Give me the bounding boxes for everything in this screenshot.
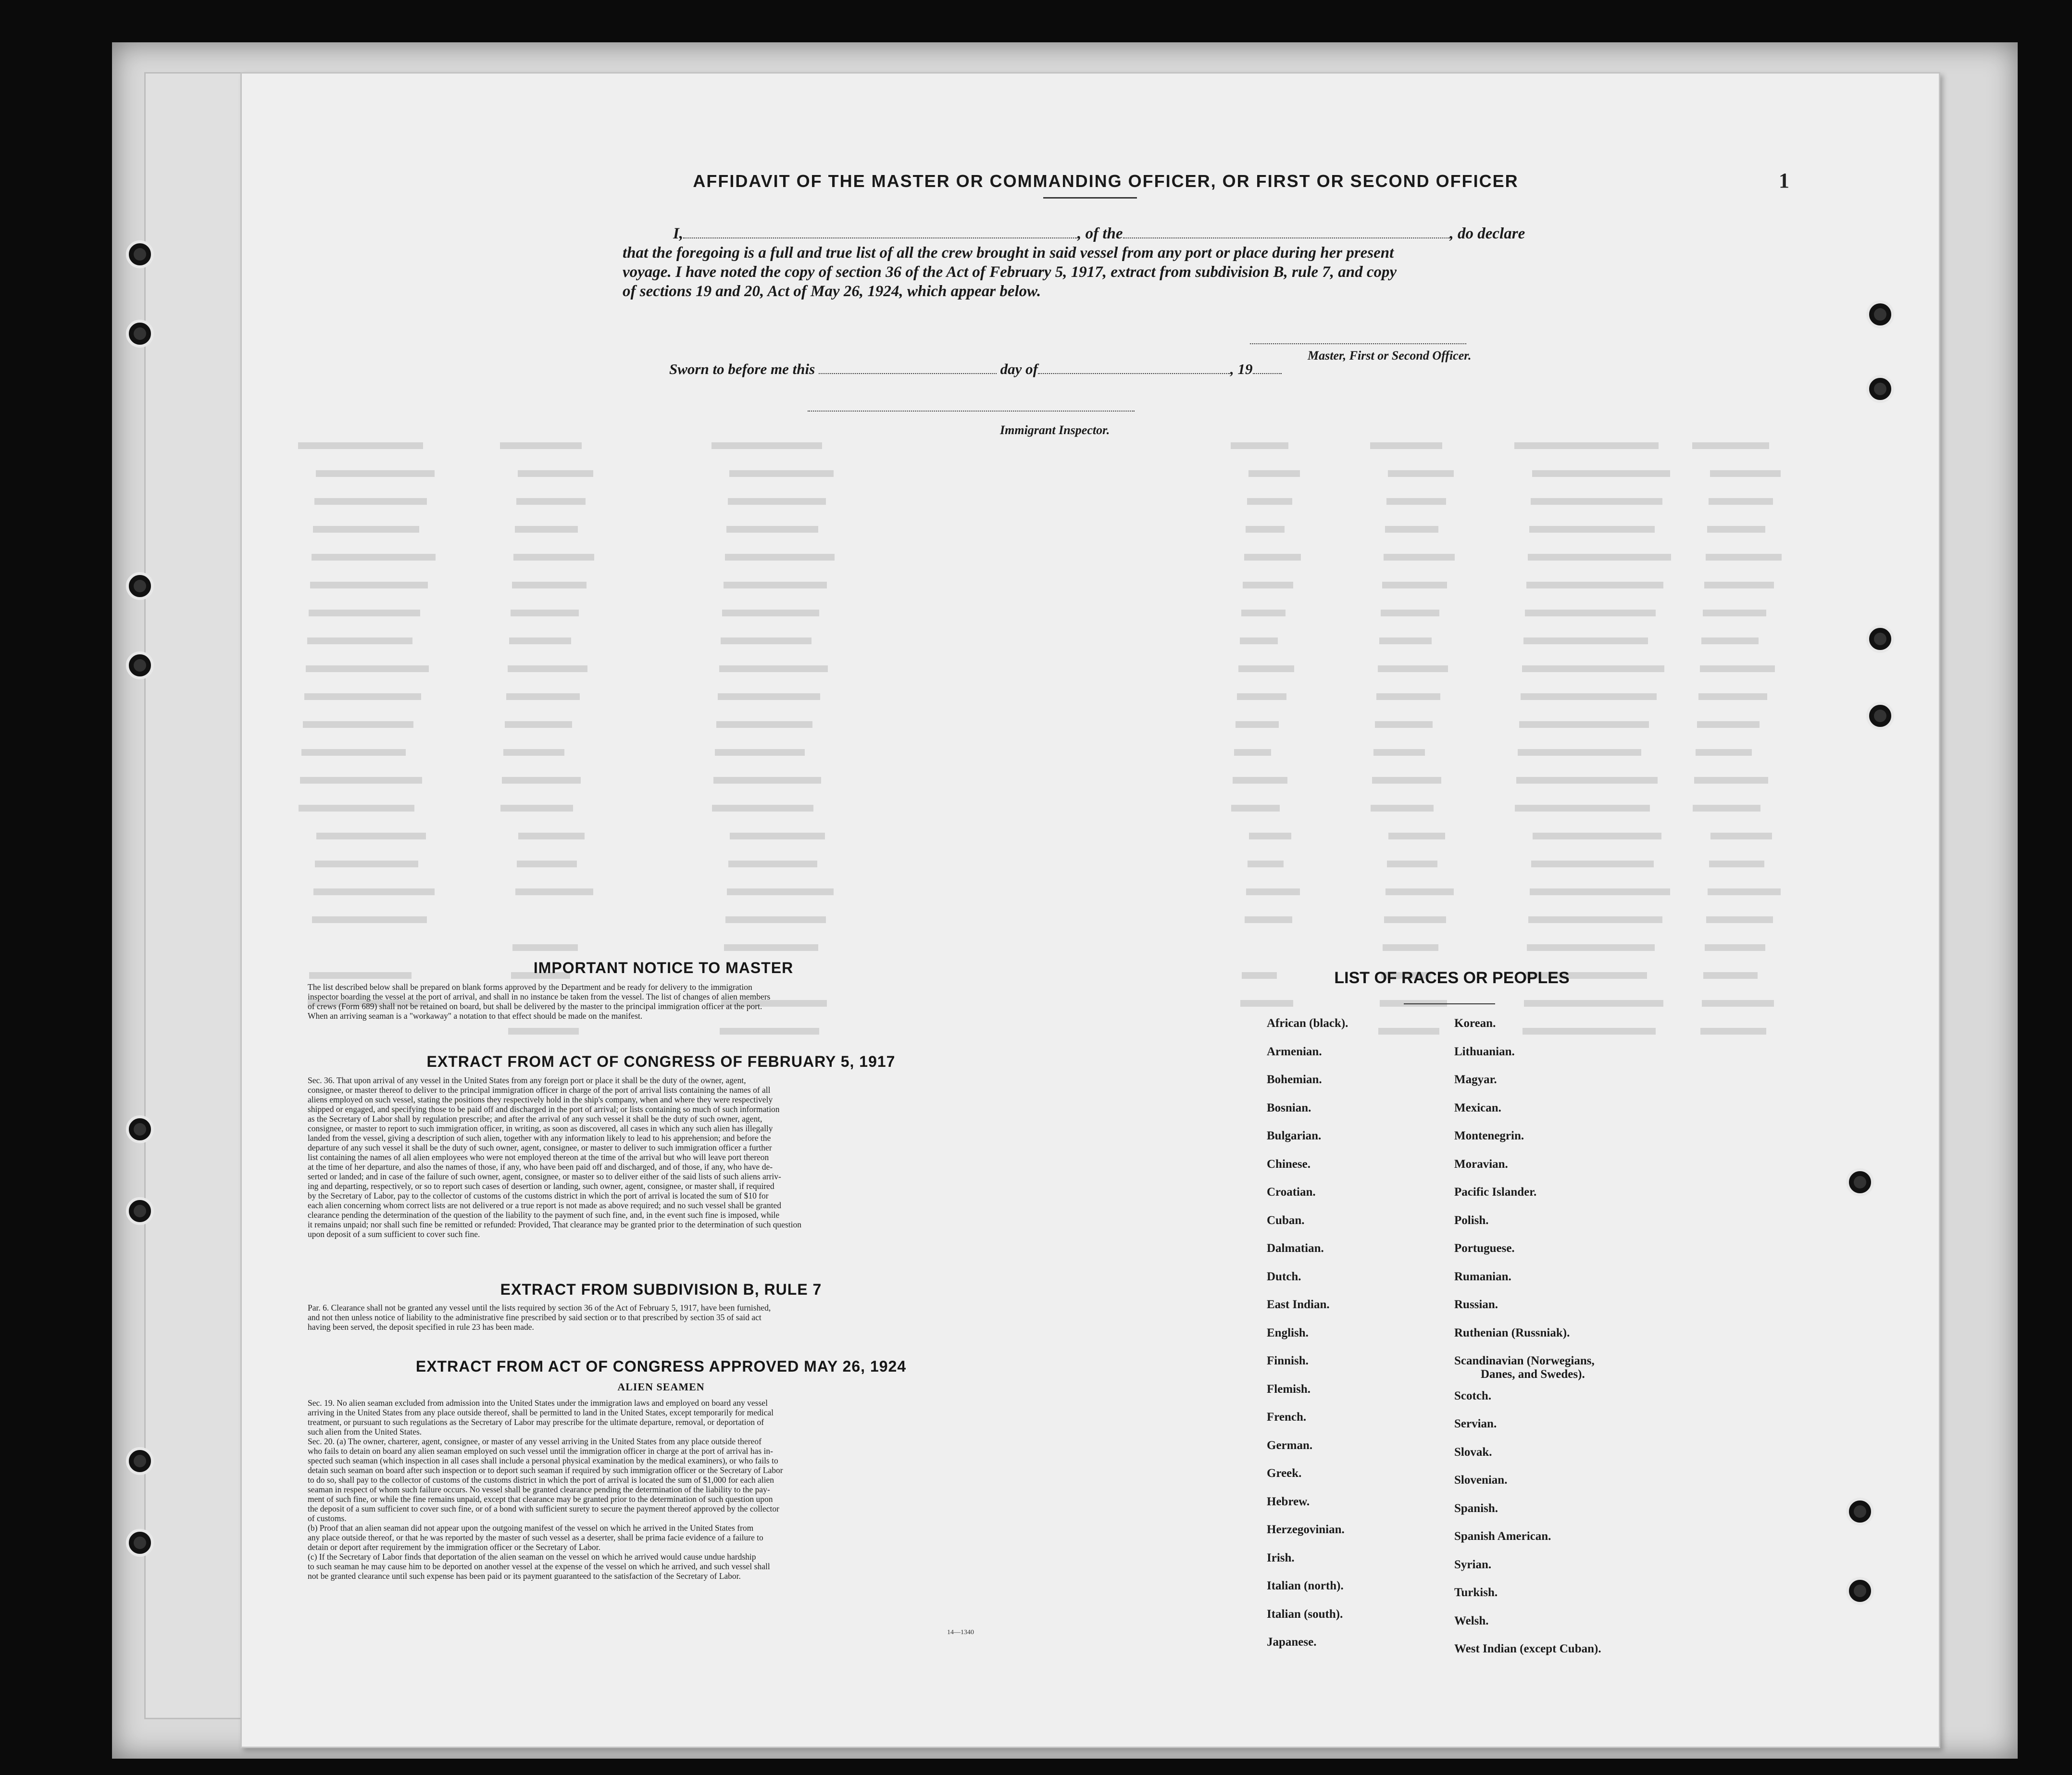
race-right-item: Moravian. (1454, 1158, 1508, 1171)
extract-1917-title: EXTRACT FROM ACT OF CONGRESS OF FEBRUARY 5, 1917 (426, 1053, 896, 1070)
ghost-line (713, 777, 821, 784)
ghost-line (718, 693, 820, 700)
notice-line: inspector boarding the vessel at the port of arrival, and shall in no instance be taken from the vessel. The list of changes of alien members (308, 992, 771, 1001)
sworn-day-blank[interactable] (819, 362, 997, 374)
ghost-line (711, 442, 822, 449)
ghost-line (301, 749, 406, 756)
race-right-item: Pacific Islander. (1454, 1186, 1537, 1199)
ghost-line (724, 944, 818, 951)
extract-1924-line: any place outside thereof, or that he was reported by the master of such vessel as a deserter, shall be prima facie evidence of a failure to (308, 1533, 763, 1542)
race-right-item: Portuguese. (1454, 1242, 1515, 1255)
affidavit-line-2: that the foregoing is a full and true list of all the crew brought in said vessel from any port or place during her present (623, 244, 1394, 262)
ghost-line (1697, 721, 1760, 728)
ghost-line (725, 554, 835, 561)
race-right-item: Scotch. (1454, 1389, 1492, 1402)
ghost-line (314, 498, 427, 505)
extract-1917-line: landed from the vessel, giving a description of such alien, together with any information likely to lead to his apprehension; and before the (308, 1133, 771, 1143)
ghost-line (1248, 470, 1300, 477)
affidavit-declare: , do declare (1449, 225, 1525, 242)
ghost-line (1525, 610, 1656, 616)
ghost-line (1710, 833, 1772, 839)
ghost-line (508, 1028, 579, 1035)
ghost-line (1249, 833, 1291, 839)
race-left-item: Armenian. (1267, 1045, 1322, 1058)
race-left-item: Croatian. (1267, 1186, 1316, 1199)
ghost-line (1708, 888, 1781, 895)
race-left-item: German. (1267, 1439, 1313, 1452)
extract-1924-line: arriving in the United States from any place outside thereof, shall be permitted to land in the United States, except temporarily for medical (308, 1408, 774, 1417)
ghost-line (503, 749, 564, 756)
extract-1924-subtitle: ALIEN SEAMEN (617, 1381, 705, 1393)
affidavit-of-the: , of the (1077, 225, 1123, 242)
ghost-line (1526, 582, 1663, 588)
ghost-line (1371, 805, 1434, 812)
binder-hole (1866, 625, 1894, 653)
ghost-line (1709, 498, 1773, 505)
ghost-line (312, 554, 436, 561)
ghost-line (1383, 944, 1438, 951)
ghost-line (716, 721, 812, 728)
binder-hole (1846, 1498, 1874, 1525)
extract-1924-line: (b) Proof that an alien seaman did not appear upon the outgoing manifest of the vessel on which he arrived in the United States from (308, 1523, 754, 1533)
ghost-line (1704, 582, 1774, 588)
extract-1924-line: spected such seaman (which inspection in all cases shall include a personal physical examination by the medical examiners), or who fails to (308, 1456, 778, 1465)
extract-1924-line: not be granted clearance until such expense has been paid or its payment guaranteed to the satisfaction of the Secretary of Labor. (308, 1571, 741, 1581)
binder-hole (126, 1447, 154, 1475)
ghost-line (1531, 498, 1662, 505)
extract-1917-line: shipped or engaged, and specifying those to be paid off and discharged in the port of arrival; or lists containing so much of such information (308, 1104, 780, 1114)
ghost-line (1247, 498, 1292, 505)
affidavit-line-1 (673, 225, 1525, 243)
ghost-line (518, 470, 593, 477)
ghost-line (1244, 554, 1301, 561)
extract-rule7-title: EXTRACT FROM SUBDIVISION B, RULE 7 (500, 1281, 822, 1298)
ghost-line (1237, 693, 1286, 700)
ghost-line (1372, 777, 1441, 784)
extract-1917-line: consignee, or master thereof to deliver to the principal immigration officer in charge of the port of arrival lists containing the names of all (308, 1085, 771, 1095)
extract-rule7-line: having been served, the deposit specified in rule 23 has been made. (308, 1322, 534, 1332)
extract-rule7-line: Par. 6. Clearance shall not be granted any vessel until the lists required by section 36 of the Act of February 5, 1917, have been furnished, (308, 1303, 771, 1312)
extract-1924-line: to such seaman he may cause him to be deported on another vessel at the expense of the vessel on which he arrived, and such vessel shall (308, 1562, 770, 1571)
binder-hole (1846, 1168, 1874, 1196)
ghost-line (513, 554, 594, 561)
binder-hole (1866, 300, 1894, 328)
race-right-item: Russian. (1454, 1298, 1498, 1311)
extract-1917-line: upon deposit of a sum sufficient to cover such fine. (308, 1229, 480, 1239)
ghost-line (511, 610, 579, 616)
ghost-line (1528, 554, 1671, 561)
ghost-line (728, 861, 817, 867)
binder-hole (126, 572, 154, 600)
race-right-item: Polish. (1454, 1214, 1489, 1227)
ghost-line (1705, 944, 1765, 951)
race-right-item: West Indian (except Cuban). (1454, 1642, 1601, 1655)
ghost-line (1379, 638, 1432, 644)
ghost-line (300, 777, 422, 784)
race-left-item: Bulgarian. (1267, 1129, 1322, 1142)
affidavit-line-3: voyage. I have noted the copy of section 36 of the Act of February 5, 1917, extract from subdivision B, rule 7, and copy (623, 263, 1397, 281)
ghost-line (1233, 777, 1287, 784)
race-left-item: Japanese. (1267, 1636, 1317, 1649)
ghost-line (1693, 805, 1760, 812)
ghost-line (1385, 888, 1454, 895)
race-right-item: Slovenian. (1454, 1474, 1508, 1487)
ghost-line (1516, 777, 1658, 784)
ghost-line (512, 582, 587, 588)
extract-1924-line: ment of such fine, or while the fine remains unpaid, except that clearance may be granted prior to the determination of such question upon (308, 1494, 773, 1504)
race-right-item: Spanish. (1454, 1502, 1498, 1515)
ghost-line (1523, 638, 1648, 644)
ghost-line (728, 498, 826, 505)
race-left-item: Italian (north). (1267, 1579, 1344, 1592)
ghost-line (721, 638, 811, 644)
ghost-line (1531, 861, 1654, 867)
ghost-line (727, 888, 834, 895)
extract-1924-line: the deposit of a sum sufficient to cover such fine, or of a bond with sufficient surety to secure the payment thereof approved by the collector (308, 1504, 779, 1513)
inspector-caption: Immigrant Inspector. (1000, 423, 1110, 437)
race-left-item: English. (1267, 1326, 1309, 1339)
extract-1924-line: such alien from the United States. (308, 1427, 422, 1437)
ghost-line (1246, 526, 1285, 533)
ghost-line (715, 749, 805, 756)
ghost-line (1231, 442, 1288, 449)
ghost-line (1231, 805, 1280, 812)
race-left-item: Dutch. (1267, 1270, 1301, 1283)
ghost-line (1386, 498, 1446, 505)
race-left-item: Greek. (1267, 1467, 1302, 1480)
race-right-item: Spanish American. (1454, 1530, 1551, 1543)
binder-hole (1846, 1577, 1874, 1605)
ghost-line (316, 833, 426, 839)
race-left-item: East Indian. (1267, 1298, 1330, 1311)
race-left-item: Dalmatian. (1267, 1242, 1324, 1255)
ghost-line (1523, 1028, 1656, 1035)
extract-1924-text (308, 1398, 1014, 1581)
race-right-item: Rumanian. (1454, 1270, 1511, 1283)
ghost-line (312, 916, 427, 923)
ghost-line (1236, 721, 1279, 728)
extract-1924-line: who fails to detain on board any alien seaman employed on such vessel until the immigration officer in charge at the port of arrival has in- (308, 1446, 773, 1456)
ghost-line (1522, 665, 1664, 672)
extract-1924-line: detain or deport after requirement by the immigration officer or the Secretary of Labor. (308, 1542, 601, 1552)
ghost-line (1382, 582, 1447, 588)
sworn-month-blank[interactable] (1038, 362, 1230, 374)
ghost-line (1375, 721, 1433, 728)
race-right-item: Servian. (1454, 1417, 1497, 1430)
ghost-line (1234, 749, 1271, 756)
ghost-line (1709, 861, 1764, 867)
notice-title: IMPORTANT NOTICE TO MASTER (533, 959, 794, 976)
ghost-line (1533, 833, 1661, 839)
race-left-item: Irish. (1267, 1551, 1295, 1564)
vessel-blank[interactable] (1123, 226, 1450, 238)
ghost-line (1519, 721, 1649, 728)
extract-1917-text (308, 1075, 1014, 1239)
ghost-line (729, 470, 834, 477)
ghost-line (1701, 638, 1759, 644)
sworn-day-of: day of (1000, 361, 1038, 377)
race-left-item: Bohemian. (1267, 1073, 1322, 1086)
binder-hole (126, 651, 154, 679)
race-right-item: Turkish. (1454, 1586, 1498, 1599)
ghost-line (712, 805, 813, 812)
name-blank[interactable] (683, 226, 1077, 238)
ghost-line (722, 610, 819, 616)
extract-1917-line: serted or landed; and in case of the failure of such owner, agent, consignee, or master so to deliver either of the said lists of such aliens arriv- (308, 1172, 781, 1181)
extract-1924-line: Sec. 19. No alien seaman excluded from admission into the United States under the immigration laws and employed on board any vessel (308, 1398, 768, 1408)
ghost-line (1528, 916, 1662, 923)
race-right-item: Syrian. (1454, 1558, 1492, 1571)
ghost-line (719, 665, 828, 672)
ghost-line (1532, 470, 1670, 477)
ghost-line (1242, 972, 1277, 979)
extract-1917-line: departure of any such vessel it shall be the duty of such owner, agent, consignee, or master to deliver to such immigration officer a further (308, 1143, 772, 1152)
extract-1917-line: list containing the names of all alien employees who were not employed thereon at the time of the arrival but who will leave port thereon (308, 1152, 769, 1162)
ghost-line (1378, 1028, 1439, 1035)
ghost-line (310, 582, 428, 588)
ghost-line (1387, 861, 1437, 867)
ghost-line (720, 1028, 819, 1035)
extract-1917-line: clearance pending the determination of the question of the liability to the payment of such fine, and, in the event such fine is imposed, while (308, 1210, 780, 1220)
ghost-line (1703, 972, 1758, 979)
ghost-line (730, 833, 825, 839)
race-right-item: Montenegrin. (1454, 1129, 1524, 1142)
ghost-line (1710, 470, 1781, 477)
extract-1917-line: ing and departing, respectively, or so to report such cases of desertion or landing, such owner, agent, consignee, or master shall, if required (308, 1181, 774, 1191)
ghost-line (1524, 1000, 1663, 1007)
ghost-line (512, 944, 578, 951)
ghost-line (1378, 665, 1448, 672)
race-right-continuation: Danes, and Swedes). (1481, 1368, 1585, 1381)
race-right-item: Ruthenian (Russniak). (1454, 1326, 1570, 1339)
ghost-line (500, 805, 573, 812)
inspector-signature-line[interactable] (808, 410, 1135, 412)
ghost-line (313, 526, 419, 533)
ghost-line (315, 861, 418, 867)
extract-1917-line: Sec. 36. That upon arrival of any vessel in the United States from any foreign port or place it shall be the duty of the owner, agent, (308, 1075, 746, 1085)
ghost-line (307, 638, 412, 644)
binder-hole (1866, 375, 1894, 403)
ghost-line (1703, 610, 1766, 616)
race-right-item: Lithuanian. (1454, 1045, 1515, 1058)
master-signature-line[interactable] (1250, 342, 1466, 344)
ghost-line (1515, 805, 1650, 812)
extract-rule7-text (308, 1303, 1014, 1332)
ghost-line (1384, 554, 1455, 561)
race-left-item: Finnish. (1267, 1354, 1309, 1367)
ghost-line (1246, 888, 1300, 895)
ghost-line (1240, 638, 1278, 644)
extract-1924-line: Sec. 20. (a) The owner, charterer, agent, consignee, or master of any vessel arriving in the United States from any place outside thereof (308, 1437, 761, 1446)
race-left-item: Cuban. (1267, 1214, 1305, 1227)
binder-hole (1866, 702, 1894, 730)
ghost-line (1698, 693, 1767, 700)
ghost-line (515, 888, 593, 895)
ghost-line (515, 526, 578, 533)
ghost-line (1384, 916, 1446, 923)
ghost-line (1529, 526, 1655, 533)
sworn-line (669, 361, 1282, 378)
binder-hole (126, 240, 154, 268)
ghost-line (304, 693, 421, 700)
ghost-line (1530, 888, 1670, 895)
race-left-item: Chinese. (1267, 1158, 1311, 1171)
ghost-line (516, 498, 586, 505)
extract-1924-line: to do so, shall pay to the collector of customs of the customs district in which the port of arrival is located the sum of $1,000 for each alien (308, 1475, 774, 1485)
affidavit-line-4: of sections 19 and 20, Act of May 26, 1924, which appear below. (623, 283, 1041, 300)
ghost-line (505, 721, 572, 728)
race-left-item: Italian (south). (1267, 1608, 1343, 1621)
extract-1917-line: aliens employed on such vessel, stating the positions they respectively hold in the ship's company, when and where they were respectively (308, 1095, 773, 1104)
ghost-line (1702, 1000, 1774, 1007)
ghost-line (1238, 665, 1294, 672)
ghost-line (500, 442, 582, 449)
extract-1917-line: it remains unpaid; nor shall such fine be remitted or refunded: Provided, That clearance may be granted prior to the determination of such question (308, 1220, 801, 1229)
ghost-line (508, 665, 587, 672)
ghost-line (1692, 442, 1769, 449)
extract-1924-line: (c) If the Secretary of Labor finds that deportation of the alien seaman on the vessel on which he arrived would cause undue hardship (308, 1552, 756, 1562)
ghost-line (1240, 1000, 1293, 1007)
extract-1917-line: as the Secretary of Labor shall by regulation prescribe; and after the arrival of any such vessel it shall be the duty of such owner, agent, (308, 1114, 762, 1124)
binder-hole (126, 1197, 154, 1225)
title-divider (1043, 197, 1137, 199)
sworn-prefix: Sworn to before me this (669, 361, 815, 377)
extract-1917-line: at the time of her departure, and also the names of those, if any, who have been paid off and discharged, and of those, if any, who have de- (308, 1162, 773, 1172)
ghost-line (1700, 1028, 1766, 1035)
extract-1924-line: of customs. (308, 1513, 347, 1523)
races-divider (1404, 1003, 1495, 1004)
master-signature-caption: Master, First or Second Officer. (1308, 349, 1472, 362)
race-left-item: French. (1267, 1411, 1307, 1424)
ghost-line (725, 916, 826, 923)
extract-1924-title: EXTRACT FROM ACT OF CONGRESS APPROVED MAY 26, 1924 (415, 1358, 907, 1375)
notice-line: When an arriving seaman is a "workaway" a notation to that effect should be made on the manifest. (308, 1011, 643, 1021)
binder-hole (126, 320, 154, 348)
sworn-year: , 19 (1230, 361, 1253, 377)
ghost-line (517, 861, 577, 867)
ghost-line (506, 693, 580, 700)
race-right-item: Scandinavian (Norwegians, (1454, 1354, 1595, 1367)
ghost-line (1514, 442, 1659, 449)
notice-line: of crews (Form 689) shall not be retained on board, but shall be delivered by the master to the principal immigration officer at the port. (308, 1001, 762, 1011)
ghost-line (1388, 470, 1454, 477)
affidavit-title: AFFIDAVIT OF THE MASTER OR COMMANDING OFFICER, OR FIRST OR SECOND OFFICER (693, 171, 1519, 191)
race-left-item: African (black). (1267, 1017, 1348, 1030)
ghost-line (1706, 916, 1773, 923)
ghost-line (1245, 916, 1292, 923)
page-number: 1 (1779, 169, 1789, 192)
race-right-item: Korean. (1454, 1017, 1496, 1030)
ghost-line (299, 805, 414, 812)
race-left-item: Herzegovinian. (1267, 1523, 1345, 1536)
binder-hole (126, 1529, 154, 1557)
notice-line: The list described below shall be prepared on blank forms approved by the Department and be ready for delivery to the immigration (308, 982, 752, 992)
ghost-line (502, 777, 581, 784)
ghost-line (509, 638, 571, 644)
ghost-line (1385, 526, 1438, 533)
binder-hole (126, 1115, 154, 1143)
race-right-item: Welsh. (1454, 1614, 1489, 1627)
extract-1924-line: detain such seaman on board after such inspection or to deport such seaman if required by such immigration officer or the Secretary of Labor (308, 1465, 783, 1475)
extract-1917-line: each alien concerning whom correct lists are not delivered or a true report is not made as above required; and no such vessel shall be granted (308, 1200, 781, 1210)
races-title: LIST OF RACES OR PEOPLES (1334, 969, 1570, 987)
form-number: 14—1340 (947, 1629, 974, 1636)
ghost-line (1700, 665, 1775, 672)
notice-text (308, 982, 1014, 1021)
ghost-line (1388, 833, 1445, 839)
ghost-line (309, 610, 420, 616)
ghost-line (316, 470, 435, 477)
extract-1917-line: consignee, or master to report to such immigration officer, in writing, as soon as discovered, all cases in which any such alien has illegally (308, 1124, 773, 1133)
extract-1924-line: seaman in respect of whom such failure occurs. No vessel shall be granted clearance pending the determination of the liability to the pay- (308, 1485, 770, 1494)
sworn-year-blank[interactable] (1253, 362, 1282, 374)
ghost-line (726, 526, 818, 533)
race-right-item: Mexican. (1454, 1101, 1501, 1114)
ghost-line (1370, 442, 1442, 449)
race-left-item: Hebrew. (1267, 1495, 1310, 1508)
ghost-line (1707, 526, 1765, 533)
ghost-line (1243, 582, 1293, 588)
ghost-line (1694, 777, 1768, 784)
ghost-line (1248, 861, 1284, 867)
ghost-line (1696, 749, 1752, 756)
ghost-line (518, 833, 585, 839)
ghost-line (298, 442, 423, 449)
ghost-line (306, 665, 429, 672)
race-left-item: Flemish. (1267, 1383, 1311, 1396)
ghost-line (313, 888, 435, 895)
ghost-line (1241, 610, 1286, 616)
extract-1924-line: treatment, or pursuant to such regulations as the Secretary of Labor may prescribe for the ultimate departure, removal, or deportation of (308, 1417, 764, 1427)
affidavit-i: I, (673, 225, 684, 242)
ghost-line (1373, 749, 1425, 756)
ghost-line (1518, 749, 1641, 756)
race-left-item: Bosnian. (1267, 1101, 1311, 1114)
extract-1917-line: by the Secretary of Labor, pay to the collector of customs of the customs district in which the port of arrival is located the sum of $10 for (308, 1191, 769, 1200)
ghost-line (1706, 554, 1782, 561)
race-right-item: Magyar. (1454, 1073, 1497, 1086)
ghost-line (303, 721, 413, 728)
ghost-line (724, 582, 827, 588)
extract-rule7-line: and not then unless notice of liability to the administrative fine prescribed by said section or to that prescribed by section 35 of said act (308, 1312, 761, 1322)
ghost-line (1376, 693, 1440, 700)
ghost-line (1521, 693, 1657, 700)
ghost-line (1527, 944, 1655, 951)
ghost-line (1381, 610, 1439, 616)
race-right-item: Slovak. (1454, 1446, 1492, 1459)
